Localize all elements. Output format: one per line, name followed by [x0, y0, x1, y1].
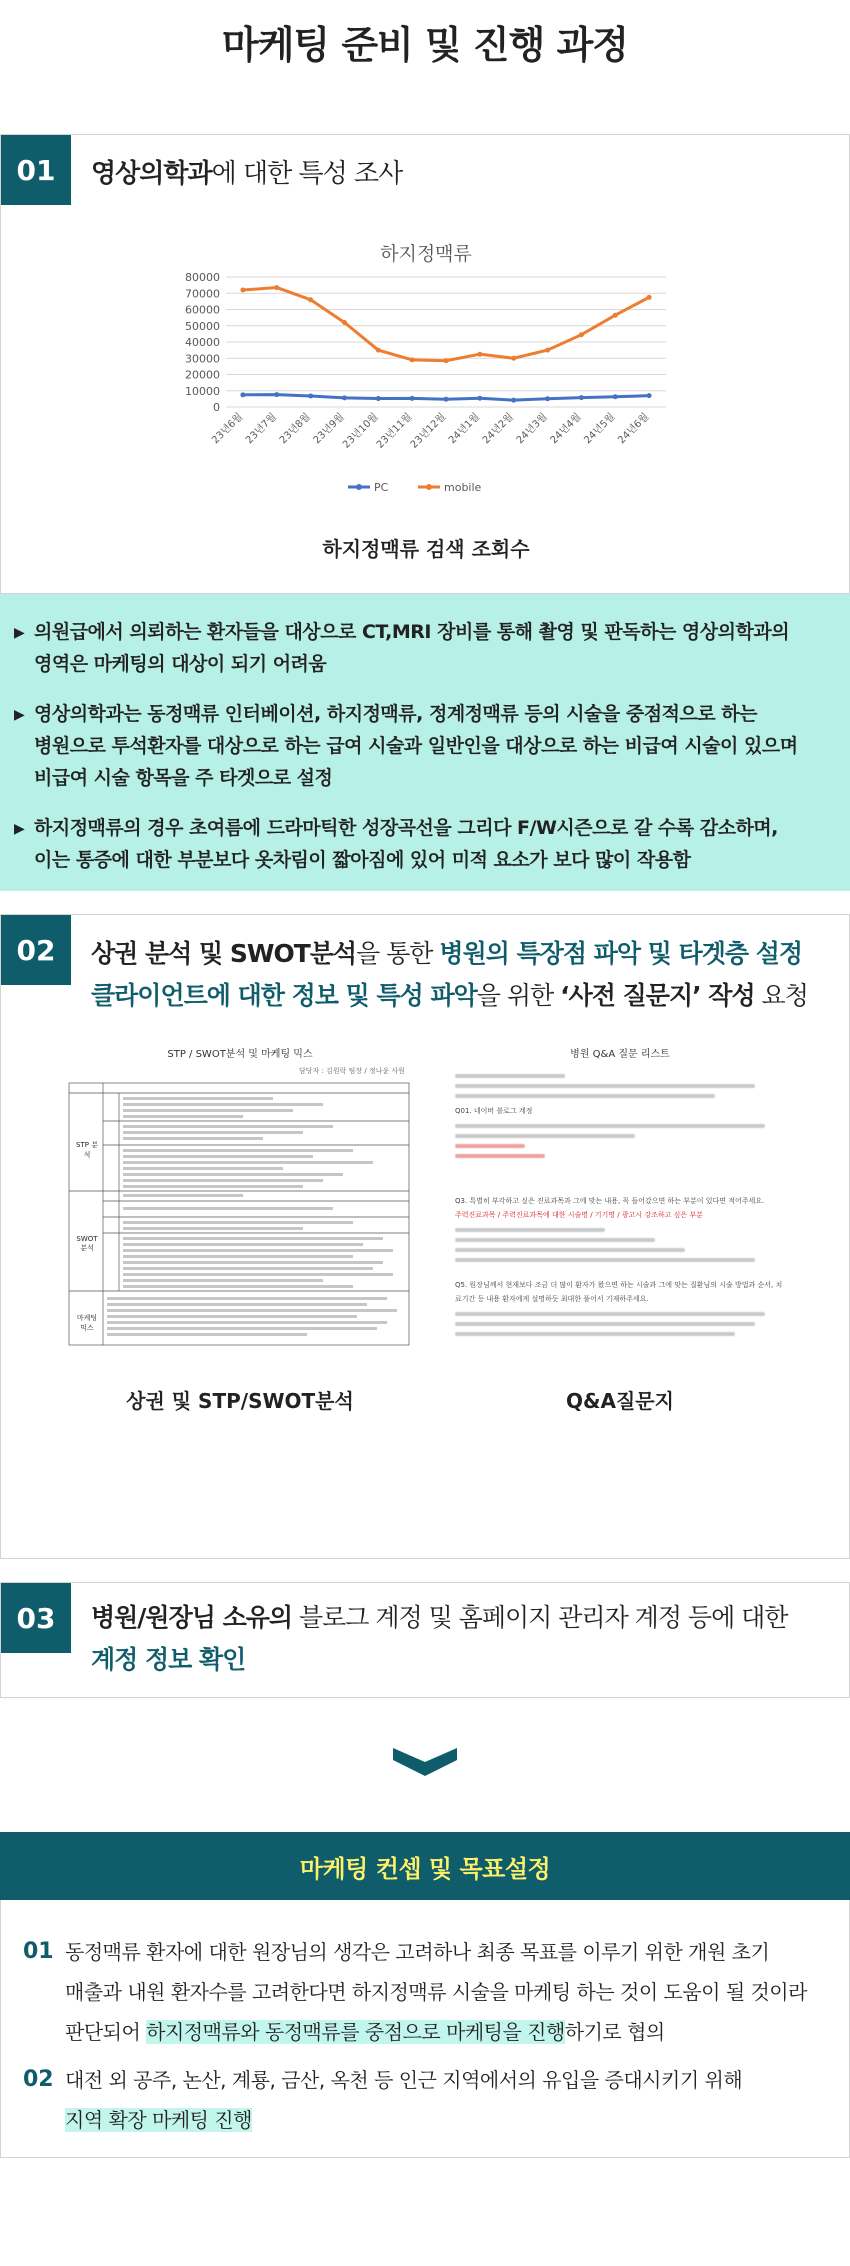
- section-03-number: 03: [1, 1583, 71, 1653]
- finding-text: 병원으로 투석환자를 대상으로 하는 급여 시술과 일반인을 대상으로 하는 비급여 시술이 있으며: [34, 735, 798, 757]
- swot-table-graphic: [67, 1081, 413, 1351]
- y-tick-label: 20000: [185, 368, 220, 382]
- section-02-heading-part: 상권 분석 및 SWOT분석: [91, 939, 357, 968]
- data-point: [342, 320, 347, 325]
- chart-caption: 하지정맥류 검색 조회수: [322, 537, 530, 561]
- y-tick-label: 60000: [185, 303, 220, 317]
- data-point: [545, 348, 550, 353]
- blurred-text: [455, 1144, 525, 1148]
- goals-card: [0, 1900, 850, 2158]
- y-tick-label: 70000: [185, 287, 220, 301]
- data-point: [444, 397, 449, 402]
- blurred-text: [455, 1322, 755, 1326]
- section-03-card: [0, 1582, 850, 1698]
- section-02-heading-part: 을 통한: [356, 939, 440, 968]
- goal-text: 매출과 내원 환자수를 고려한다면 하지정맥류 시술을 마케팅 하는 것이 도움이 될 것이라: [65, 1980, 807, 2004]
- blurred-text: [455, 1124, 765, 1128]
- legend-marker: [356, 484, 362, 490]
- blurred-text: [455, 1134, 635, 1138]
- finding-text: 영상의학과는 동정맥류 인터베이션, 하지정맥류, 정계정맥류 등의 시술을 중점적으로 하는: [34, 703, 757, 725]
- goal-item: [23, 2060, 742, 2140]
- goal-text: 동정맥류 환자에 대한 원장님의 생각은 고려하나 최종 목표를 이루기 위한 개원 초기: [65, 1940, 770, 1964]
- blurred-text: [455, 1332, 735, 1336]
- section-01-number: 01: [1, 135, 71, 205]
- blurred-text: [455, 1258, 755, 1262]
- blurred-text: [455, 1228, 605, 1232]
- goal-number: 01: [23, 1939, 54, 1964]
- x-tick-label: 24년4월: [548, 411, 584, 447]
- data-point: [410, 357, 415, 362]
- concept-banner: 마케팅 컨셉 및 목표설정: [0, 1832, 850, 1900]
- qa-question-highlight: 주력진료과목 / 주력진료과목에 대한 시술명 / 기기명 / 광고시 강조하고 싶은 부분: [455, 1211, 703, 1219]
- data-point: [477, 396, 482, 401]
- section-03-heading-part: 블로그 계정 및 홈페이지 관리자 계정 등에 대한: [292, 1603, 788, 1632]
- section-02-heading-part: ‘사전 질문지’ 작성: [560, 981, 755, 1010]
- stp-swot-caption: 상권 및 STP/SWOT분석: [126, 1389, 354, 1413]
- y-tick-label: 10000: [185, 384, 220, 398]
- qa-question: Q5. 원장님께서 현재보다 조금 더 많이 환자가 왔으면 하는 시술과 그에 맞는 질환님의 시술 방법과 순서, 치료기간 등 내용 환자에게 설명하듯 최대한 풀어서 기재하주세요.: [455, 1281, 783, 1303]
- triangle-bullet-icon: ▶: [14, 625, 25, 641]
- y-tick-label: 30000: [185, 352, 220, 366]
- section-01-heading: [91, 153, 402, 190]
- finding-item: [14, 616, 830, 680]
- page-title: 마케팅 준비 및 진행 과정: [222, 23, 628, 67]
- stp-swot-document-thumbnail: [67, 1045, 413, 1355]
- data-point: [511, 398, 516, 403]
- legend-marker: [426, 484, 432, 490]
- data-point: [579, 395, 584, 400]
- doc-title: STP / SWOT분석 및 마케팅 믹스: [167, 1049, 313, 1060]
- chevron-down-icon: [393, 1748, 457, 1776]
- data-point: [613, 313, 618, 318]
- section-02-heading-part: 을 위한: [476, 981, 561, 1010]
- section-02-heading-highlight: 클라이언트에 대한 정보 및 특성 파악: [91, 981, 477, 1010]
- blurred-text: [455, 1238, 655, 1242]
- data-point: [240, 288, 245, 293]
- finding-text: 하지정맥류의 경우 초여름에 드라마틱한 성장곡선을 그리다 F/W시즌으로 갈 수록 감소하며,: [34, 817, 778, 839]
- y-tick-label: 50000: [185, 319, 220, 333]
- goal-text-highlight: 하지정맥류와 동정맥류를 중점으로 마케팅을 진행: [146, 2020, 565, 2044]
- blurred-text: [455, 1154, 545, 1158]
- finding-text: 의원급에서 의뢰하는 환자들을 대상으로 CT,MRI 장비를 통해 촬영 및 판독하는 영상의학과의: [34, 621, 790, 643]
- data-point: [444, 358, 449, 363]
- x-tick-label: 24년6월: [616, 411, 652, 447]
- data-point: [613, 394, 618, 399]
- data-point: [511, 356, 516, 361]
- blurred-text: [455, 1084, 755, 1088]
- triangle-bullet-icon: ▶: [14, 821, 25, 837]
- section-01-heading-rest: 에 대한 특성 조사: [211, 159, 403, 189]
- legend-label: mobile: [444, 481, 482, 494]
- doc-subtitle: 담당자 : 김원락 팀장 / 정나윤 사원: [299, 1067, 405, 1075]
- blurred-text: [455, 1074, 565, 1078]
- data-point: [579, 332, 584, 337]
- data-point: [308, 393, 313, 398]
- data-point: [376, 348, 381, 353]
- y-tick-label: 40000: [185, 336, 220, 349]
- data-point: [308, 297, 313, 302]
- data-point: [274, 285, 279, 290]
- x-tick-label: 23년8월: [277, 411, 313, 447]
- data-point: [274, 392, 279, 397]
- finding-text: 영역은 마케팅의 대상이 되기 어려움: [34, 653, 327, 675]
- blurred-text: [455, 1248, 685, 1252]
- x-tick-label: 24년3월: [514, 411, 550, 447]
- qa-question: Q01. 네이버 블로그 계정: [455, 1107, 533, 1115]
- finding-item: [14, 698, 830, 794]
- table-group-label: SWOT 분석: [76, 1235, 98, 1252]
- x-tick-label: 23년10월: [340, 411, 381, 451]
- x-tick-label: 24년2월: [480, 411, 516, 447]
- finding-text: 비급여 시술 항목을 주 타겟으로 설정: [34, 767, 333, 789]
- section-02-card: [0, 914, 850, 1559]
- chart-title: 하지정맥류: [380, 243, 472, 265]
- section-03-heading-part: 병원/원장님 소유의: [91, 1603, 293, 1632]
- y-tick-label: 0: [213, 401, 220, 414]
- goal-text-highlight: 지역 확장 마케팅 진행: [65, 2108, 252, 2132]
- blurred-text: [455, 1312, 765, 1316]
- x-tick-label: 24년5월: [582, 411, 618, 447]
- blurred-text: [455, 1094, 715, 1098]
- section-03-heading-highlight: 계정 정보 확인: [91, 1645, 246, 1674]
- data-point: [545, 396, 550, 401]
- qa-document-thumbnail: [455, 1045, 785, 1355]
- data-point: [647, 393, 652, 398]
- table-group-label: 마케팅 믹스: [76, 1314, 98, 1332]
- section-03-heading: [91, 1597, 787, 1681]
- legend-label: PC: [374, 481, 389, 494]
- x-tick-label: 23년11월: [374, 411, 415, 451]
- goal-text: 하기로 협의: [564, 2020, 665, 2044]
- qa-question: Q3. 특별히 부각하고 싶은 진료과목과 그에 맞는 내용, 꼭 들어갔으면 하는 부분이 있다면 적어주세요.: [455, 1197, 765, 1205]
- section-02-heading: [91, 933, 808, 1017]
- search-volume-line-chart: [180, 265, 680, 510]
- doc-title: 병원 Q&A 질문 리스트: [570, 1049, 670, 1060]
- section-01-heading-bold: 영상의학과: [91, 159, 212, 189]
- data-point: [410, 396, 415, 401]
- table-group-label: STP 분석: [76, 1141, 98, 1159]
- data-point: [477, 352, 482, 357]
- data-point: [647, 295, 652, 300]
- y-tick-label: 80000: [185, 271, 220, 284]
- goal-number: 02: [23, 2067, 54, 2092]
- x-tick-label: 23년7월: [243, 411, 279, 447]
- qa-caption: Q&A질문지: [566, 1389, 674, 1413]
- data-point: [240, 392, 245, 397]
- data-point: [342, 395, 347, 400]
- x-tick-label: 24년1월: [447, 411, 482, 447]
- triangle-bullet-icon: ▶: [14, 707, 25, 723]
- x-tick-label: 23년6월: [210, 411, 246, 447]
- section-01-findings: [0, 594, 850, 891]
- x-tick-label: 23년12월: [408, 411, 449, 451]
- finding-item: [14, 812, 830, 876]
- finding-text: 이는 통증에 대한 부분보다 옷차림이 짧아짐에 있어 미적 요소가 보다 많이 작용함: [34, 849, 691, 871]
- section-02-heading-highlight: 병원의 특장점 파악 및 타겟층 설정: [439, 939, 803, 968]
- goal-text: 대전 외 공주, 논산, 계룡, 금산, 옥천 등 인근 지역에서의 유입을 증대시키기 위해: [65, 2068, 743, 2092]
- goal-text: 판단되어: [65, 2020, 147, 2044]
- data-point: [376, 396, 381, 401]
- series-line-mobile: [243, 288, 649, 361]
- x-tick-label: 23년9월: [311, 411, 347, 447]
- section-02-heading-part: 요청: [754, 981, 808, 1010]
- section-02-number: 02: [1, 915, 71, 985]
- goal-item: [23, 1932, 807, 2052]
